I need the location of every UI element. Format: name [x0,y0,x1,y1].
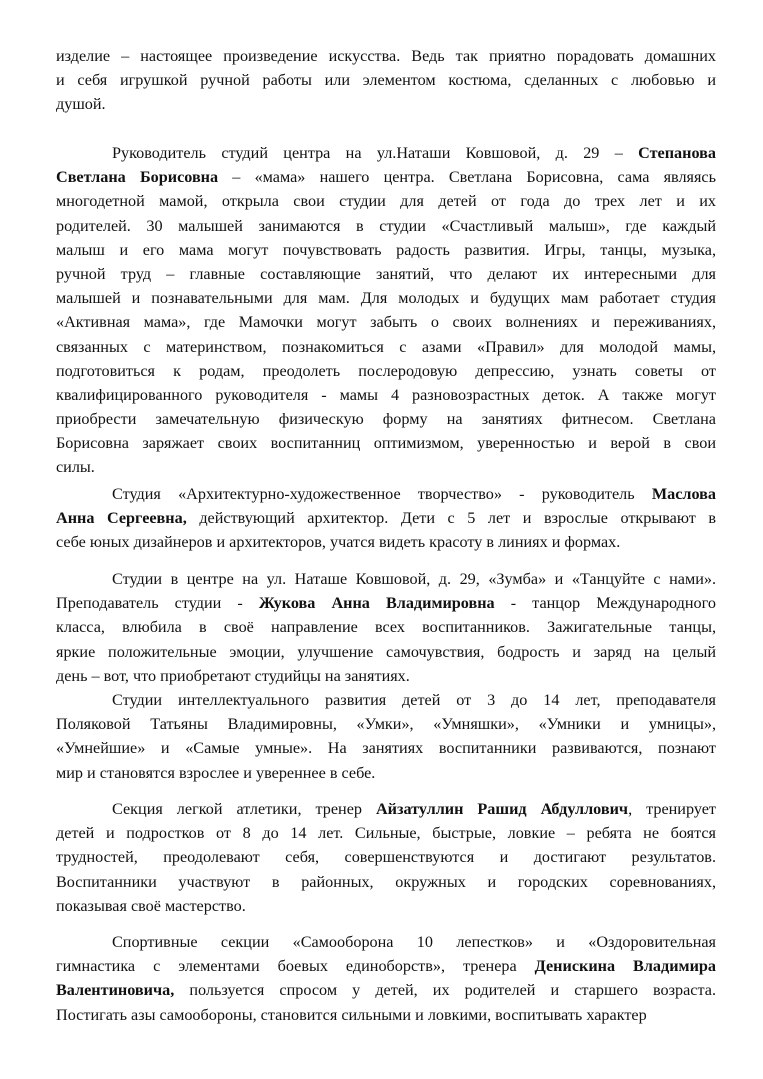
text-run: Студия «Архитектурно-художественное творчество» - руководитель [112,485,652,503]
text-line [56,688,716,712]
text-run: малыш и его мама могут почувствовать радость развития. Игры, танцы, музыка, [56,240,716,259]
bold-name: Анна Сергеевна, [56,509,187,528]
text-run: квалифицированного руководителя - мамы 4 разновозрастных деток. А также могут [56,385,716,404]
text-run: Руководитель студий центра на ул.Наташи Ковшовой, д. 29 – [112,144,639,162]
text-run: многодетной мамой, открыла свои студии для детей от года до трех лет и их [56,192,716,211]
text-run: класса, влюбила в своё направление всех воспитанников. Зажигательные танцы, [56,618,716,637]
text-run: Борисовна заряжает своих воспитанниц оптимизмом, уверенностью и верой в свои [56,434,716,453]
text-line [56,870,716,894]
text-line [56,165,716,189]
text-run: Студии интеллектуального развития детей от 3 до 14 лет, преподавателя [112,691,716,709]
text-line [56,1003,716,1027]
text-run: Секция легкой атлетики, тренер [112,800,376,818]
paragraph-athletics [56,797,716,918]
paragraph-self-defense [56,930,716,1027]
bold-name: Степанова [638,144,716,162]
bold-name: Маслова [651,485,716,503]
text-line [56,506,716,530]
text-run: душой. [56,95,106,114]
text-line [56,930,716,954]
text-run: – «мама» нашего центра. Светлана Борисовна, сама являясь [218,168,716,187]
bold-name: Светлана Борисовна [56,168,219,187]
text-line [56,978,716,1002]
text-line [56,92,716,116]
text-line [56,407,716,431]
text-run: «Активная мама», где Мамочки могут забыть о своих волнениях и переживаниях, [56,313,716,332]
text-run: связанных с материнством, познакомиться с азами «Правил» для молодой мамы, [56,337,716,356]
text-line [56,431,716,455]
text-run: Поляковой Татьяны Владимировны, «Умки», «Умняшки», «Умники и умницы», [56,715,716,734]
text-line [56,262,716,286]
text-line [56,954,716,978]
text-run: , тренирует [628,800,716,818]
text-run: малышей и познавательными для мам. Для молодых и будущих мам работает студия [56,289,716,308]
text-line [56,894,716,918]
text-line [56,797,716,821]
text-line [56,712,716,736]
paragraph-crafts-ending [56,44,716,117]
text-run: Студии в центре на ул. Наташе Ковшовой, д. 29, «Зумба» и «Танцуйте с нами». [112,570,716,588]
text-line [56,845,716,869]
text-run: детей и подростков от 8 до 14 лет. Сильные, быстрые, ловкие – ребята не боятся [56,824,716,843]
text-run: пользуется спросом у детей, их родителей и старшего возраста. [174,981,716,1000]
text-run: показывая своё мастерство. [56,896,246,915]
text-line [56,530,716,554]
text-run: и себя игрушкой ручной работы или элементом костюма, сделанных с любовью и [56,71,716,90]
text-line [56,664,716,688]
text-run: яркие положительные эмоции, улучшение самочувствия, бодрость и заряд на целый [56,642,716,661]
text-line [56,761,716,785]
text-run: гимнастика с элементами боевых единоборств», тренера [56,957,535,976]
text-run: Спортивные секции «Самооборона 10 лепестков» и «Оздоровительная [112,933,716,951]
text-line [56,821,716,845]
text-line [56,482,716,506]
text-line [56,141,716,165]
text-line [56,286,716,310]
bold-name: Денискина Владимира [534,957,716,976]
paragraph-stepanova [56,141,716,480]
text-run: родителей. 30 малышей занимаются в студии «Счастливый малыш», где каждый [56,216,716,235]
text-run: Постигать азы самообороны, становится сильными и ловкими, воспитывать характер [56,1005,647,1024]
text-line [56,615,716,639]
text-run: трудностей, преодолевают себя, совершенствуются и достигают результатов. [56,848,716,867]
text-line [56,68,716,92]
text-run: себе юных дизайнеров и архитекторов, учатся видеть красоту в линиях и формах. [56,533,621,552]
text-run: «Умнейшие» и «Самые умные». На занятиях воспитанники развиваются, познают [56,739,716,758]
bold-name: Жукова Анна Владимировна [258,594,511,613]
text-run: Преподаватель студии - [56,594,259,613]
text-line [56,214,716,238]
text-run: - танцор Международного [510,594,716,613]
bold-name: Айзатуллин Рашид Абдуллович [375,800,629,818]
text-run: изделие – настоящее произведение искусства. Ведь так приятно порадовать домашних [56,47,716,65]
text-line [56,335,716,359]
text-line [56,310,716,334]
text-run: ручной труд – главные составляющие занятий, что делают их интересными для [56,264,716,283]
text-line [56,238,716,262]
paragraph-polyakova [56,688,716,785]
text-run: силы. [56,458,95,477]
text-run: подготовиться к родам, преодолеть послеродовую депрессию, узнать советы от [56,361,716,380]
text-run: день – вот, что приобретают студийцы на занятиях. [56,666,410,685]
text-line [56,640,716,664]
text-line [56,44,716,68]
text-line [56,359,716,383]
text-line [56,455,716,479]
text-line [56,383,716,407]
text-run: мир и становятся взрослее и увереннее в себе. [56,763,376,782]
text-run: Воспитанники участвуют в районных, окружных и городских соревнованиях, [56,872,716,891]
text-run: действующий архитектор. Дети с 5 лет и взрослые открывают в [186,509,717,528]
text-run: приобрести замечательную физическую форму на занятиях фитнесом. Светлана [56,410,716,429]
paragraph-zhukova [56,567,716,688]
text-line [56,189,716,213]
bold-name: Валентиновича, [56,981,175,1000]
text-line [56,591,716,615]
text-line [56,567,716,591]
text-line [56,736,716,760]
paragraph-maslova [56,482,716,555]
